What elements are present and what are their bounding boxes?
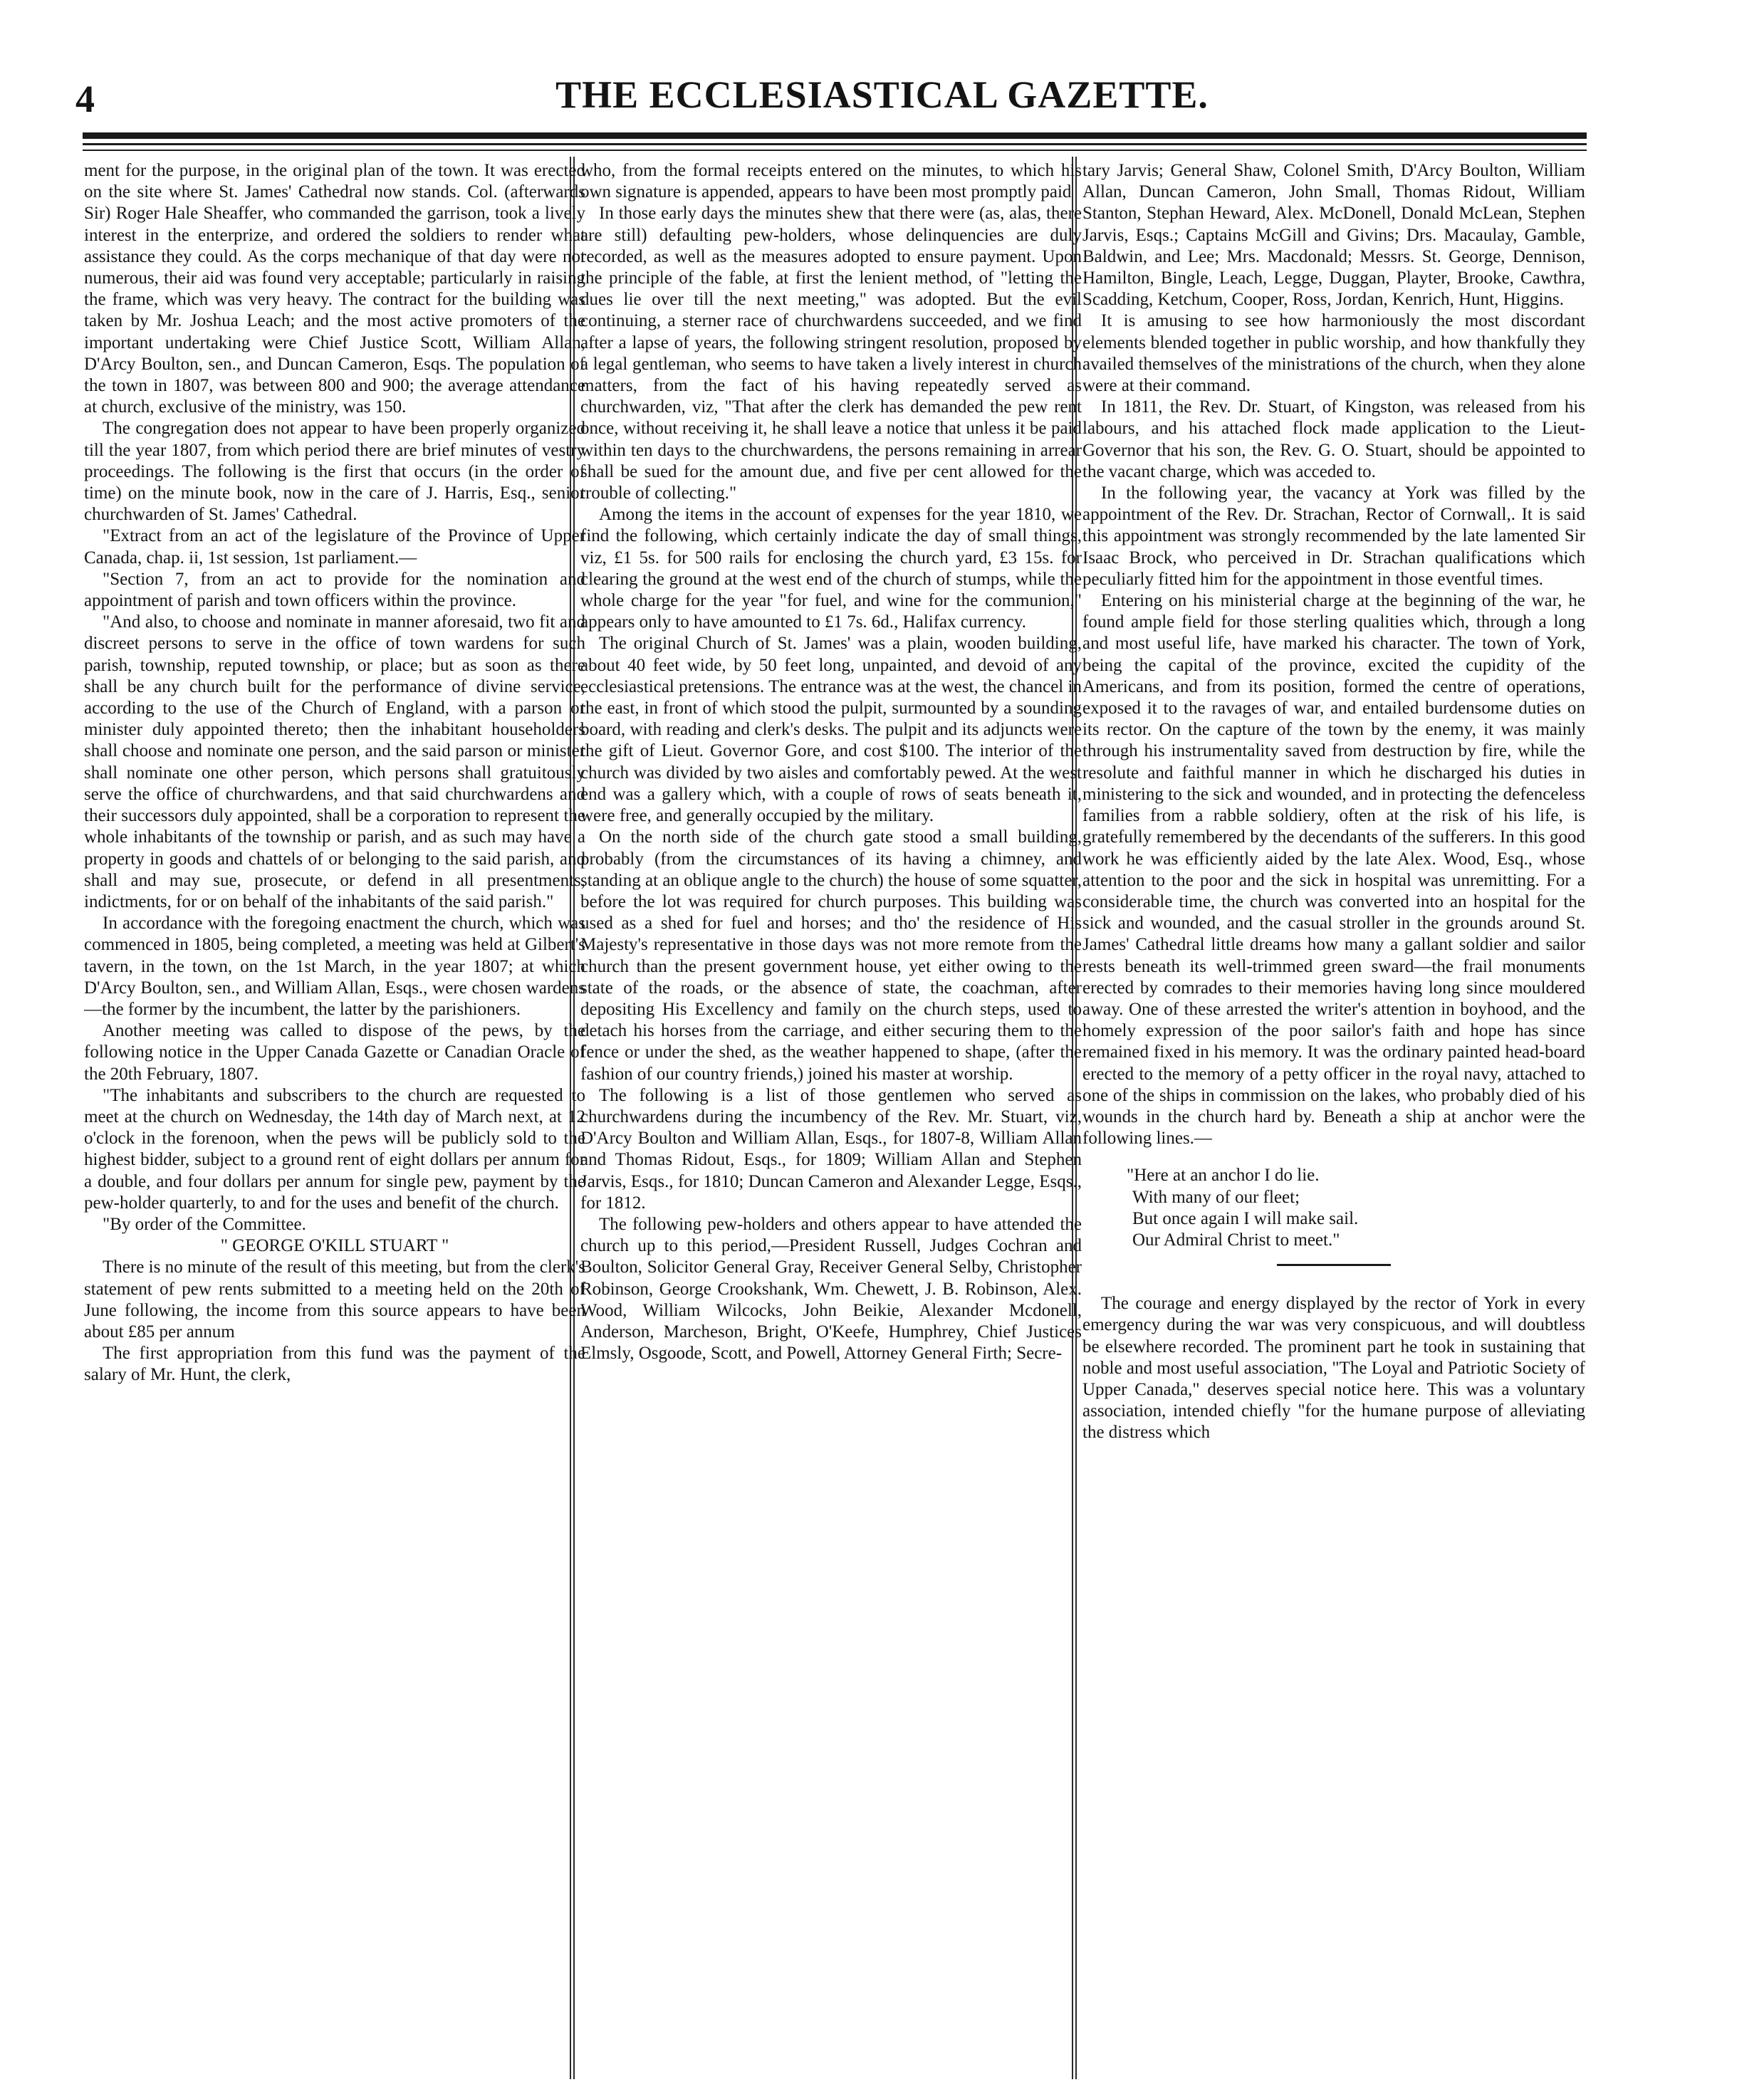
poem-line: But once again I will make sail. <box>1132 1208 1359 1228</box>
paragraph: Another meeting was called to dispose of the pews, by the following notice in the Upper Canada Gazette or Canadian Oracle of the 20th February, 1807. <box>84 1021 585 1084</box>
article-column-2 <box>580 160 1082 2076</box>
poem-line: Our Admiral Christ to meet." <box>1132 1230 1340 1250</box>
masthead-title: THE ECCLESIASTICAL GAZETTE. <box>555 73 1209 116</box>
paragraph: Among the items in the account of expenses for the year 1810, we find the following, which certainly indicate the day of small things, viz, £1 5s. for 500 rails for enclosing the church yard, £3 15s. for clearing the ground at the west end of the church of stumps, while the whole charge for the year "for fuel, and wine for the communion," appears only to have amounted to £1 7s. 6d., Halifax currency. <box>580 505 1082 632</box>
article-column-3 <box>1082 160 1585 2076</box>
paragraph: who, from the formal receipts entered on the minutes, to which his own signature is appended, appears to have been most promptly paid <box>580 161 1082 202</box>
article-column-1 <box>84 160 585 2076</box>
poem-line: With many of our fleet; <box>1132 1187 1300 1207</box>
signature-line: " GEORGE O'KILL STUART " <box>220 1236 449 1256</box>
header-rule-thin <box>83 143 1587 145</box>
paragraph: The following pew-holders and others appear to have attended the church up to this period,—President Russell, Judges Cochran and Boulton, Solicitor General Gray, Receiver General Selby, Christopher Robinson, George Crookshank, Wm. Chewett, J. B. Robinson, Alex. Wood, William Wilcocks, John Beikie, Alexander Mcdonell, Anderson, Marcheson, Bright, O'Keefe, Humphrey, Chief Justices Elmsly, Osgoode, Scott, and Powell, Attorney General Firth; Secre- <box>580 1214 1082 1364</box>
paragraph: In 1811, the Rev. Dr. Stuart, of Kingston, was released from his labours, and his attached flock made application to the Lieut-Governor that his son, the Rev. G. O. Stuart, should be appointed to the vacant charge, which was acceded to. <box>1082 397 1585 481</box>
paragraph: In accordance with the foregoing enactment the church, which was commenced in 1805, being completed, a meeting was held at Gilbert's tavern, in the town, on the 1st March, in the year 1807; at which D'Arcy Boulton, sen., and William Allan, Esqs., were chosen wardens—the former by the incumbent, the latter by the parishioners. <box>84 914 585 1019</box>
paragraph: It is amusing to see how harmoniously the most discordant elements blended together in public worship, and how thankfully they availed themselves of the ministrations of the church, when they alone were at their command. <box>1082 311 1585 396</box>
paragraph: In the following year, the vacancy at York was filled by the appointment of the Rev. Dr. Strachan, Rector of Cornwall,. It is said this appointment was strongly recommended by the late lamented Sir Isaac Brock, who perceived in Dr. Strachan qualifications which peculiarly fitted him for the appointment in those eventful times. <box>1082 483 1585 589</box>
paragraph: The first appropriation from this fund was the payment of the salary of Mr. Hunt, the clerk, <box>84 1344 585 1385</box>
paragraph: In those early days the minutes shew that there were (as, alas, there are still) defaulting pew-holders, whose delinquencies are duly recorded, as well as the measures adopted to ensure payment. Upon the principle of the fable, at first the lenient method, of "letting the dues lie over till the next meeting," was adopted. But the evil continuing, a sterner race of churchwardens succeeded, and we find after a lapse of years, the following stringent resolution, proposed by a legal gentleman, who seems to have taken a lively interest in church matters, from the fact of his having repeatedly served as churchwarden, viz, "That after the clerk has demanded the pew rent once, without receiving it, he shall leave a notice that unless it be paid within ten days to the churchwardens, the persons remaining in arrear shall be sued for the amount due, and five per cent allowed for the trouble of collecting." <box>580 204 1082 503</box>
header-rule-thin-lower <box>83 150 1587 151</box>
paragraph: On the north side of the church gate stood a small building, probably (from the circumstances of its having a chimney, and standing at an oblique angle to the church) the house of some squatter, before the lot was required for church purposes. This building was used as a shed for fuel and horses; and tho' the residence of His Majesty's representative in those days was not more remote from the church than the present government house, yet either owing to the state of the roads, or the absence of state, the coachman, after depositing His Excellency and family on the church steps, used to detach his horses from the carriage, and either securing them to the fence or under the shed, as the weather happened to shape, (after the fashion of our country friends,) joined his master at worship. <box>580 827 1082 1084</box>
paragraph: tary Jarvis; General Shaw, Colonel Smith, D'Arcy Boulton, William Allan, Duncan Cameron, John Small, Thomas Ridout, William Stanton, Stephan Heward, Alex. McDonell, Donald McLean, Stephen Jarvis, Esqs.; Captains McGill and Givins; Drs. Macaulay, Gamble, Baldwin, and Lee; Mrs. Macdonald; Messrs. St. George, Dennison, Hamilton, Bingle, Leach, Legge, Duggan, Playter, Brooke, Cawthra, Scadding, Ketchum, Cooper, Ross, Jordan, Kenrich, Hunt, Higgins. <box>1082 161 1585 310</box>
header-rule-thick <box>83 132 1587 139</box>
section-divider-rule <box>1277 1264 1391 1266</box>
paragraph: There is no minute of the result of this meeting, but from the clerk's statement of pew rents submitted to a meeting held on the 20th of June following, the income from this source appears to have been about £85 per annum <box>84 1257 585 1342</box>
paragraph: "Extract from an act of the legislature of the Province of Upper Canada, chap. ii, 1st session, 1st parliament.— <box>84 526 585 568</box>
paragraph: "And also, to choose and nominate in manner aforesaid, two fit and discreet persons to serve in the office of town wardens for such parish, township, reputed township, or place; but as soon as there shall be any church built for the performance of divine service, according to the use of the Church of England, with a parson or minister duly appointed thereto; then the inhabitant householders shall choose and nominate one person, and the said parson or minister shall nominate one other person, which persons shall gratuitously serve the office of churchwardens, and that said churchwardens and their successors duly appointed, shall be a corporation to represent the whole inhabitants of the township or parish, and as such may have a property in goods and chattels of or belonging to the said parish, and shall and may sue, prosecute, or defend in all presentments, indictments, for or on behalf of the inhabitants of the said parish." <box>84 612 585 911</box>
paragraph: The following is a list of those gentlemen who served as churchwardens during the incumbency of the Rev. Mr. Stuart, viz, D'Arcy Boulton and William Allan, Esqs., for 1807-8, William Allan and Thomas Ridout, Esqs., for 1809; William Allan and Stephen Jarvis, Esqs., for 1810; Duncan Cameron and Alexander Legge, Esqs., for 1812. <box>580 1085 1082 1213</box>
paragraph: Entering on his ministerial charge at the beginning of the war, he found ample field for those sterling qualities which, through a long and most useful life, have marked his character. The town of York, being the capital of the province, excited the cupidity of the Americans, and from its position, formed the centre of operations, exposed it to the ravages of war, and entailed burdensome duties on its rector. On the capture of the town by the enemy, it was mainly through his instrumentality saved from destruction by fire, while the resolute and faithful manner in which he discharged his duties in ministering to the sick and wounded, and in protecting the defenceless families from a rabble soldiery, often at the risk of his life, is gratefully remembered by the decendants of the sufferers. In this good work he was efficiently aided by the late Alex. Wood, Esq., whose attention to the poor and the sick in hospital was unremitting. For a considerable time, the church was converted into an hospital for the sick and wounded, and the casual stroller in the grounds around St. James' Cathedral little dreams how many a gallant soldier and sailor rests beneath its well-trimmed green sward—the frail monuments erected by comrades to their memories having long since mouldered away. One of these arrested the writer's attention in boyhood, and the homely expression of the poor sailor's faith and hope has since remained fixed in his memory. It was the ordinary painted head-board erected to the memory of a petty officer in the royal navy, attached to one of the ships in commission on the lakes, who probably died of his wounds in the church hard by. Beneath a ship at anchor were the following lines.— <box>1082 591 1585 1149</box>
paragraph: ment for the purpose, in the original plan of the town. It was erected on the site where St. James' Cathedral now stands. Col. (afterwards Sir) Roger Hale Sheaffer, who commanded the garrison, took a lively interest in the enterprize, and ordered the soldiers to render what assistance they could. As the corps mechanique of that day were not numerous, their aid was found very acceptable; particularly in raising the frame, which was very heavy. The contract for the building was taken by Mr. Joshua Leach; and the most active promoters of the important undertaking were Chief Justice Scott, William Allan, D'Arcy Boulton, sen., and Duncan Cameron, Esqs. The population of the town in 1807, was between 800 and 900; the average attendance at church, exclusive of the ministry, was 150. <box>84 161 585 417</box>
epitaph-poem <box>1127 1165 1585 1251</box>
paragraph: "Section 7, from an act to provide for the nomination and appointment of parish and town officers within the province. <box>84 569 585 611</box>
page-number: 4 <box>75 78 95 120</box>
paragraph: "By order of the Committee. <box>103 1214 306 1234</box>
paragraph: The congregation does not appear to have been properly organized till the year 1807, from which period there are brief minutes of vestry proceedings. The following is the first that occurs (in the order of time) on the minute book, now in the care of J. Harris, Esq., senior churchwarden of St. James' Cathedral. <box>84 419 585 525</box>
paragraph: The courage and energy displayed by the rector of York in every emergency during the war was very conspicuous, and will doubtless be elsewhere recorded. The prominent part he took in sustaining that noble and most useful association, "The Loyal and Patriotic Society of Upper Canada," deserves special notice here. This was a voluntary association, intended chiefly "for the humane purpose of alleviating the distress which <box>1082 1294 1585 1443</box>
poem-line: "Here at an anchor I do lie. <box>1127 1166 1320 1186</box>
paragraph: The original Church of St. James' was a plain, wooden building, about 40 feet wide, by 50 feet long, unpainted, and devoid of any ecclesiastical pretensions. The entrance was at the west, the chancel in the east, in front of which stood the pulpit, surmounted by a sounding board, with reading and clerk's desks. The pulpit and its adjuncts were the gift of Lieut. Governor Gore, and cost $100. The interior of the church was divided by two aisles and comfortably pewed. At the west end was a gallery which, with a couple of rows of seats beneath it, were free, and generally occupied by the military. <box>580 634 1082 826</box>
paragraph: "The inhabitants and subscribers to the church are requested to meet at the church on Wednesday, the 14th day of March next, at 12 o'clock in the forenoon, when the pews will be publicly sold to the highest bidder, subject to a ground rent of eight dollars per annum for a double, and four dollars per annum for single pew, payment by the pew-holder quarterly, to and for the uses and benefit of the church. <box>84 1085 585 1213</box>
